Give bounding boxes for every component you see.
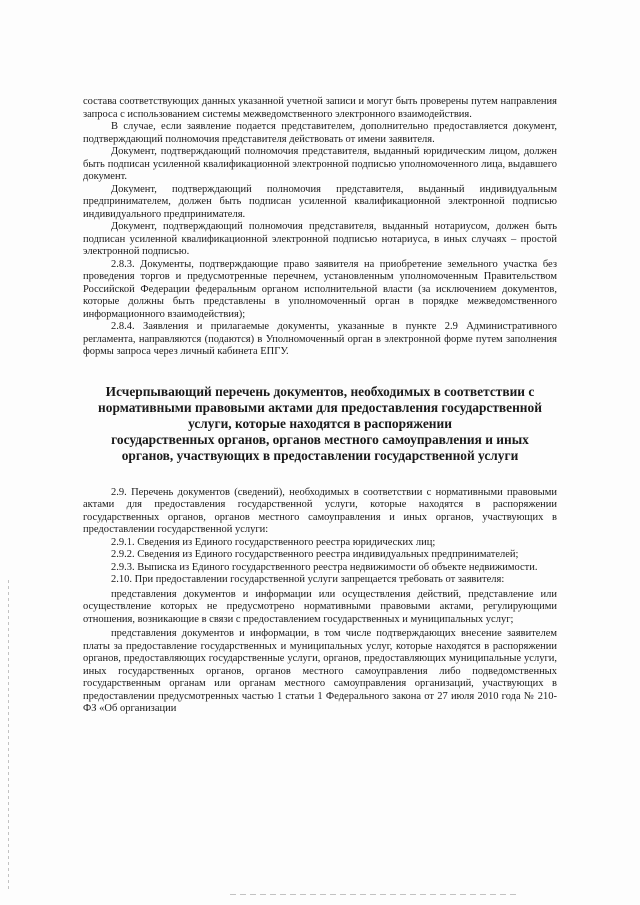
paragraph-2-9-1: 2.9.1. Сведения из Единого государственного реестра юридических лиц; — [111, 536, 436, 548]
section-heading — [83, 384, 557, 465]
paragraph-prohibited-documents: представления документов и информации, в том числе подтверждающих внесение заявителем платы за предоставление государственных и муниципальных услуг, которые находятся в распоряжении органов, предоставляющих государственные услуги, органов, предоставляющих муниципальные услуги, иных государственных органов, органов местного самоуправления либо подведомственных государственным органам или органам местного самоуправления организаций, участвующих в предоставлении предусмотренных частью 1 статьи 1 Федерального закона от 27 июля 2010 года № 210-ФЗ «Об организации — [83, 628, 557, 715]
paragraph-2-10: 2.10. При предоставлении государственной услуги запрещается требовать от заявителя: — [111, 574, 505, 586]
paragraph-entrepreneur: Документ, подтверждающий полномочия представителя, выданный индивидуальным предпринимателем, должен быть подписан усиленной квалификационной электронной подписью индивидуального предпринимателя. — [83, 183, 557, 220]
heading-line: нормативными правовыми актами для предоставления государственной — [98, 399, 542, 415]
paragraph-2-9-2: 2.9.2. Сведения из Единого государственного реестра индивидуальных предпринимателей; — [111, 549, 519, 561]
scan-bottom-artifact — [230, 894, 520, 895]
heading-line: органов, участвующих в предоставлении государственной услуги — [121, 448, 519, 464]
paragraph-2-9: 2.9. Перечень документов (сведений), необходимых в соответствии с нормативными правовыми актами для предоставления государственной услуги, которые находятся в распоряжении государственных органов, органов местного самоуправления и иных органов, участвующих в предоставлении государственной услуги: — [83, 486, 557, 536]
paragraph-notary: Документ, подтверждающий полномочия представителя, выданный нотариусом, должен быть подписан усиленной квалификационной электронной подписью нотариуса, в иных случаях – простой электронной подписью. — [83, 221, 557, 257]
paragraph-legal-entity: Документ, подтверждающий полномочия представителя, выданный юридическим лицом, должен быть подписан усиленной квалификационной электронной подписью уполномоченного лица, выдавшего документ. — [83, 146, 557, 182]
document-body — [83, 96, 557, 716]
heading-line: Исчерпывающий перечень документов, необходимых в соответствии с — [105, 383, 535, 399]
heading-line: услуги, которые находятся в распоряжении — [188, 415, 452, 431]
paragraph-2-8-3: 2.8.3. Документы, подтверждающие право заявителя на приобретение земельного участка без проведения торгов и предусмотренные перечнем, установленным уполномоченным Правительством Российской Федерации федеральным органом исполнительной власти (за исключением документов, которые должны быть представлены в уполномоченный орган в порядке межведомственного информационного взаимодействия); — [83, 258, 557, 320]
paragraph-2-9-3: 2.9.3. Выписка из Единого государственного реестра недвижимости об объекте недвижимости. — [111, 561, 538, 573]
heading-line: государственных органов, органов местного самоуправления и иных — [111, 432, 529, 448]
paragraph-prohibited-actions: представления документов и информации или осуществления действий, представление или осуществление которых не предусмотрено нормативными правовыми актами, регулирующими отношения, возникающие в связи с предоставлением государственных и муниципальных услуг; — [83, 588, 557, 625]
paragraph-representative: В случае, если заявление подается представителем, дополнительно предоставляется документ, подтверждающий полномочия представителя действовать от имени заявителя. — [83, 121, 557, 145]
paragraph-2-8-4: 2.8.4. Заявления и прилагаемые документы, указанные в пункте 2.9 Административного регламента, направляются (подаются) в Уполномоченный орган в электронной форме путем заполнения формы запроса через личный кабинета ЕПГУ. — [83, 321, 557, 357]
paragraph-account-data: состава соответствующих данных указанной учетной записи и могут быть проверены путем направления запроса с использованием системы межведомственного электронного взаимодействия. — [83, 96, 557, 120]
scan-margin-artifact — [8, 580, 9, 890]
